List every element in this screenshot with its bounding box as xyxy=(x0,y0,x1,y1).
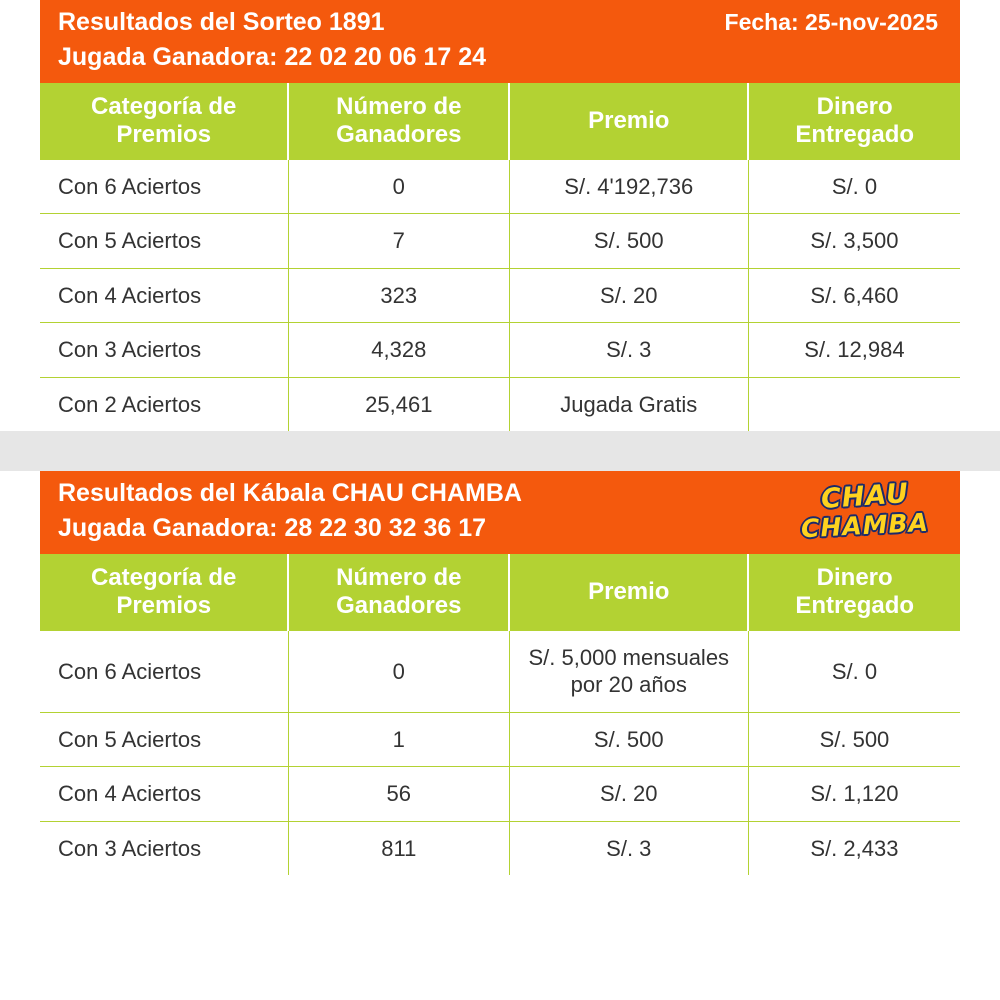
cell-categoria: Con 6 Aciertos xyxy=(40,160,288,214)
cell-dinero: S/. 0 xyxy=(748,631,960,713)
chau-chamba-logo-icon xyxy=(790,479,940,541)
cell-categoria: Con 5 Aciertos xyxy=(40,214,288,269)
cell-dinero: S/. 0 xyxy=(748,160,960,214)
cell-ganadores: 56 xyxy=(288,767,509,822)
table-row xyxy=(40,767,960,822)
column-header-ganadores: Número de Ganadores xyxy=(288,554,509,631)
cell-premio: Jugada Gratis xyxy=(509,377,748,431)
cell-premio: S/. 500 xyxy=(509,712,748,767)
column-header-premio: Premio xyxy=(509,83,748,160)
cell-premio: S/. 3 xyxy=(509,821,748,875)
results-date: Fecha: 25-nov-2025 xyxy=(724,9,938,35)
results-table-sorteo xyxy=(40,83,960,431)
results-header-chau-chamba xyxy=(40,471,960,554)
cell-categoria: Con 3 Aciertos xyxy=(40,323,288,378)
cell-ganadores: 811 xyxy=(288,821,509,875)
results-header-sorteo xyxy=(40,0,960,83)
cell-ganadores: 25,461 xyxy=(288,377,509,431)
results-block-sorteo xyxy=(40,0,960,431)
results-table-chau-chamba xyxy=(40,554,960,875)
cell-ganadores: 4,328 xyxy=(288,323,509,378)
results-block-chau-chamba xyxy=(40,471,960,875)
winning-numbers: Jugada Ganadora: 28 22 30 32 36 17 xyxy=(58,513,487,542)
cell-ganadores: 0 xyxy=(288,160,509,214)
table-row xyxy=(40,160,960,214)
cell-ganadores: 0 xyxy=(288,631,509,713)
cell-dinero: S/. 6,460 xyxy=(748,268,960,323)
table-header-row xyxy=(40,83,960,160)
winning-numbers: Jugada Ganadora: 22 02 20 06 17 24 xyxy=(58,42,487,71)
column-header-dinero: Dinero Entregado xyxy=(748,554,960,631)
column-header-premio: Premio xyxy=(509,554,748,631)
cell-categoria: Con 4 Aciertos xyxy=(40,268,288,323)
cell-dinero: S/. 1,120 xyxy=(748,767,960,822)
cell-premio: S/. 500 xyxy=(509,214,748,269)
results-title: Resultados del Kábala CHAU CHAMBA xyxy=(58,479,522,508)
column-header-dinero: Dinero Entregado xyxy=(748,83,960,160)
column-header-ganadores: Número de Ganadores xyxy=(288,83,509,160)
cell-categoria: Con 4 Aciertos xyxy=(40,767,288,822)
table-row xyxy=(40,712,960,767)
header-title-row xyxy=(58,6,942,39)
column-header-categoria: Categoría de Premios xyxy=(40,83,288,160)
cell-premio: S/. 5,000 mensuales por 20 años xyxy=(509,631,748,713)
cell-dinero: S/. 500 xyxy=(748,712,960,767)
cell-ganadores: 323 xyxy=(288,268,509,323)
cell-premio: S/. 3 xyxy=(509,323,748,378)
table-header-row xyxy=(40,554,960,631)
table-row xyxy=(40,631,960,713)
table-row xyxy=(40,268,960,323)
table-row xyxy=(40,821,960,875)
table-row xyxy=(40,214,960,269)
section-divider xyxy=(0,431,1000,471)
cell-ganadores: 7 xyxy=(288,214,509,269)
cell-premio: S/. 20 xyxy=(509,767,748,822)
column-header-categoria: Categoría de Premios xyxy=(40,554,288,631)
cell-categoria: Con 2 Aciertos xyxy=(40,377,288,431)
cell-premio: S/. 20 xyxy=(509,268,748,323)
cell-dinero: S/. 3,500 xyxy=(748,214,960,269)
chau-chamba-logo-line2: CHAMBA xyxy=(800,507,930,543)
cell-categoria: Con 6 Aciertos xyxy=(40,631,288,713)
cell-dinero: S/. 12,984 xyxy=(748,323,960,378)
table-row xyxy=(40,323,960,378)
cell-ganadores: 1 xyxy=(288,712,509,767)
cell-dinero: S/. 2,433 xyxy=(748,821,960,875)
cell-premio: S/. 4'192,736 xyxy=(509,160,748,214)
chau-chamba-logo-line1: CHAU xyxy=(820,477,910,515)
table-row xyxy=(40,377,960,431)
cell-categoria: Con 3 Aciertos xyxy=(40,821,288,875)
cell-categoria: Con 5 Aciertos xyxy=(40,712,288,767)
cell-dinero xyxy=(748,377,960,431)
results-title: Resultados del Sorteo 1891 xyxy=(58,8,385,36)
